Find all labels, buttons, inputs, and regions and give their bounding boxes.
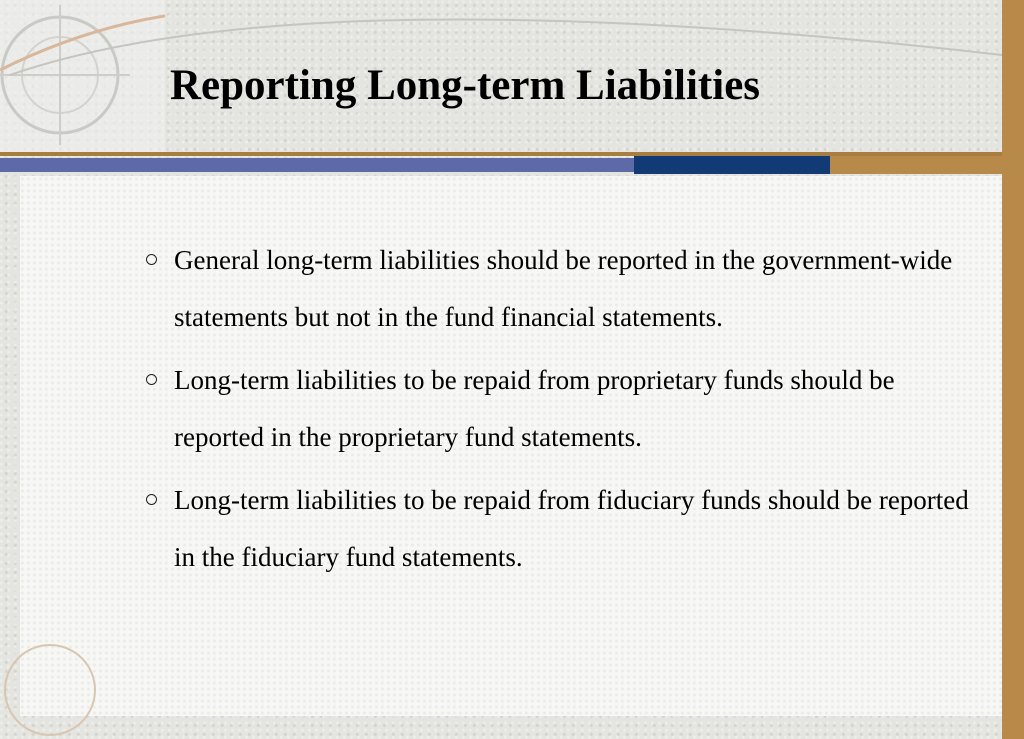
hollow-circle-bullet-icon: [146, 374, 157, 385]
bullet-item: [140, 232, 970, 346]
bullet-text: Long-term liabilities to be repaid from fiduciary funds should be reported in the fiduciary fund statements.: [174, 485, 969, 572]
hollow-circle-bullet-icon: [146, 494, 157, 505]
header-blue-stripe-light: [0, 158, 634, 172]
bullet-item: [140, 472, 970, 586]
bullet-text: Long-term liabilities to be repaid from proprietary funds should be reported in the proprietary fund statements.: [174, 365, 895, 452]
hollow-circle-bullet-icon: [146, 254, 157, 265]
slide-title: Reporting Long-term Liabilities: [170, 62, 761, 109]
bullet-text: General long-term liabilities should be reported in the government-wide statements but not in the fund financial statements.: [174, 245, 953, 332]
header-area: [0, 0, 1002, 152]
corner-arc-decoration: [0, 630, 110, 739]
bullet-list: [140, 232, 970, 592]
bullet-item: [140, 352, 970, 466]
header-blue-stripe-dark: [634, 156, 830, 174]
right-accent-bar: [1002, 0, 1024, 739]
header-tan-stripe: [830, 156, 1024, 174]
